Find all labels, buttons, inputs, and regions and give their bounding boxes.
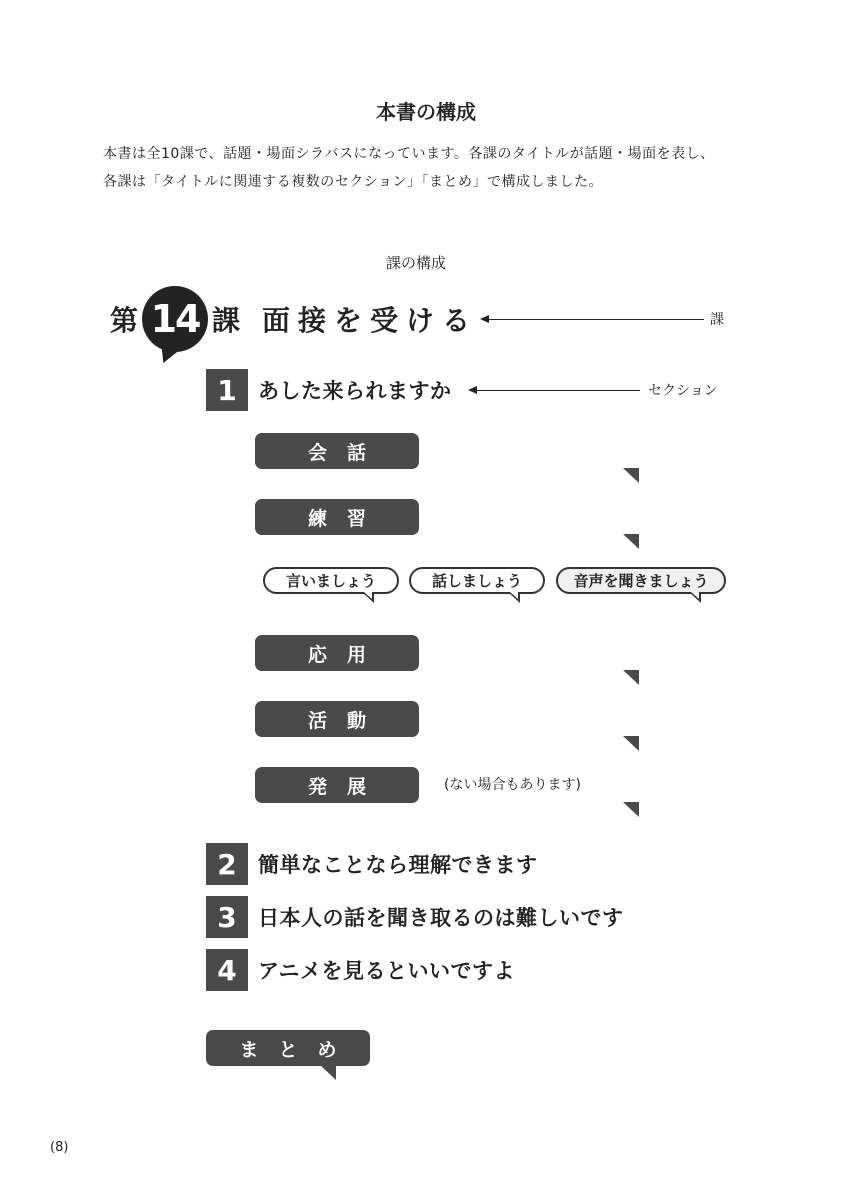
speech-tail-icon [623,670,639,685]
block-kaiwa [255,433,419,469]
lesson-title: 面接を受ける [262,304,479,337]
section-arrow-icon [470,390,640,391]
speech-tail-icon [623,534,639,549]
block-hatten [255,767,419,803]
lesson-heading [110,288,478,350]
section-1-heading [206,369,452,411]
section-4-heading [206,949,515,991]
intro-text [103,140,783,196]
section-4-title: アニメを見るといいですよ [258,959,515,983]
speech-tail-icon [623,736,639,751]
section-2-title: 簡単なことなら理解できます [258,853,538,877]
section-3-number: 3 [206,896,248,938]
bubble-iimashou [263,567,399,594]
speech-tail-icon [320,1065,336,1080]
section-2-number: 2 [206,843,248,885]
block-renshu [255,499,419,535]
page-title: 本書の構成 [376,100,476,124]
lesson-callout: 課 [710,312,724,328]
bubble-onsei [556,567,726,594]
block-matome-label: まとめ [239,1038,357,1061]
section-3-heading [206,896,624,938]
lesson-suffix: 課 [212,304,241,337]
section-caption: 課の構成 [385,254,446,272]
block-oyo-label: 応用 [307,643,386,666]
section-1-title: あした来られますか [258,379,452,403]
block-matome [206,1030,370,1066]
bubble-hanashimashou [409,567,545,594]
intro-line-1: 本書は全10課で、話題・場面シラバスになっています。各課のタイトルが話題・場面を表し、 [103,146,715,162]
block-kaiwa-label: 会話 [307,441,386,464]
block-hatten-label: 発展 [307,775,386,798]
section-1-number: 1 [206,369,248,411]
lesson-prefix: 第 [110,304,139,337]
block-katsudo-label: 活動 [307,709,386,732]
lesson-number: 14 [150,297,200,341]
section-callout: セクション [648,383,718,399]
block-renshu-label: 練習 [307,507,386,530]
bubble-iimashou-label: 言いましょう [285,572,376,590]
bubble-hanashimashou-label: 話しましょう [431,572,522,590]
lesson-arrow-icon [482,319,704,320]
section-4-number: 4 [206,949,248,991]
speech-tail-icon [156,343,181,366]
block-katsudo [255,701,419,737]
speech-tail-icon [623,468,639,483]
section-3-title: 日本人の話を聞き取るのは難しいです [258,906,624,930]
bubble-onsei-label: 音声を聞きましょう [573,572,709,590]
hatten-note: (ない場合もあります) [444,777,581,793]
block-oyo [255,635,419,671]
page-number: (8) [50,1140,69,1155]
speech-tail-icon [623,802,639,817]
intro-line-2: 各課は「タイトルに関連する複数のセクション」「まとめ」で構成しました。 [103,174,603,190]
lesson-number-badge [142,286,208,352]
section-2-heading [206,843,538,885]
